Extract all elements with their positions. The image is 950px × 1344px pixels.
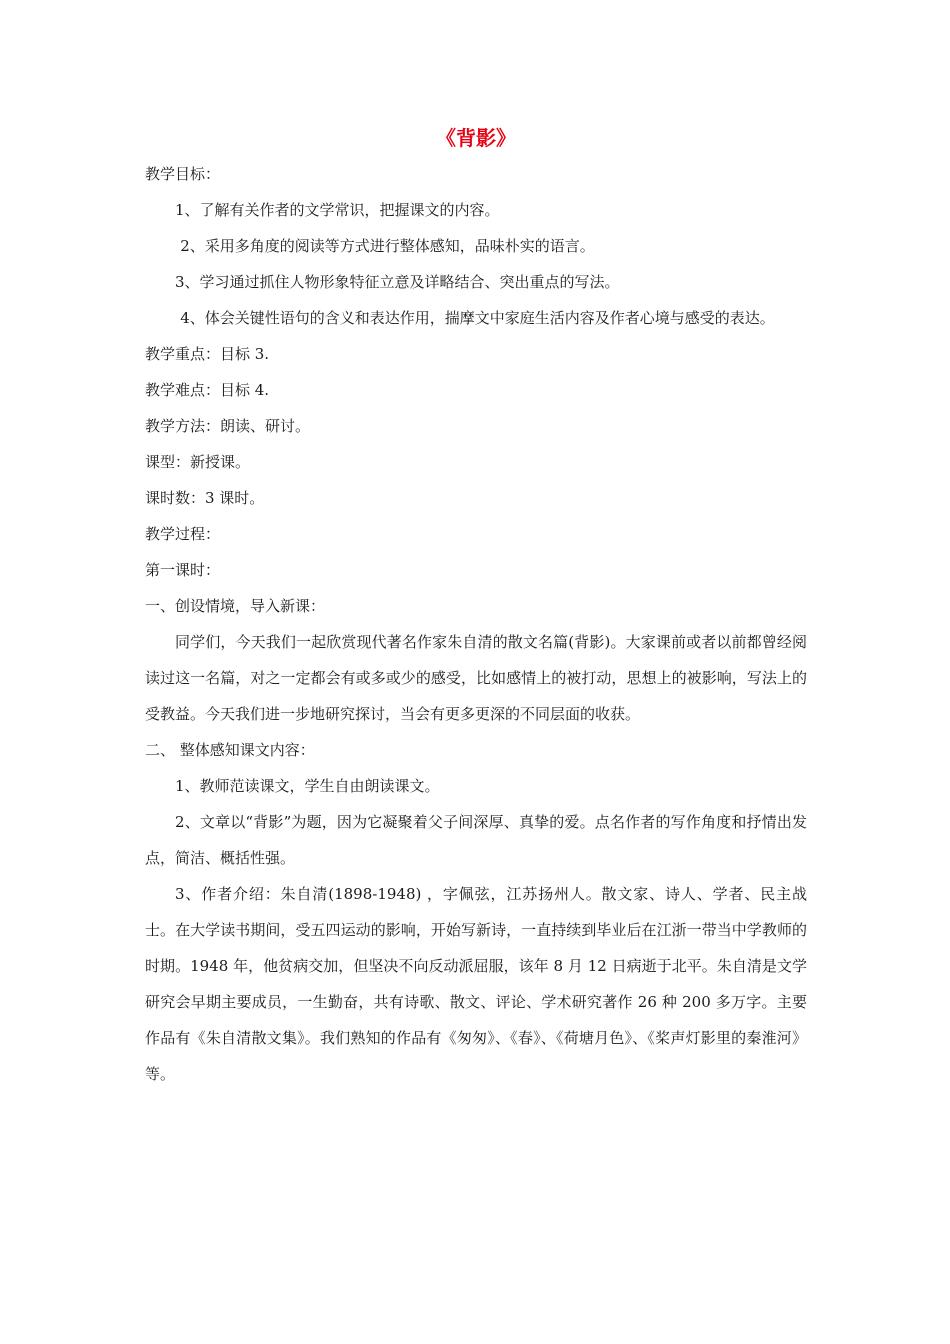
- first-lesson-label: 第一课时：: [145, 561, 221, 579]
- lesson-type: 课型：新授课。: [145, 453, 251, 471]
- objective-4: 4、体会关键性语句的含义和表达作用，揣摩文中家庭生活内容及作者心境与感受的表达。: [180, 309, 775, 327]
- document-title: 《背影》: [436, 126, 516, 150]
- author-introduction: 3、作者介绍：朱自清(1898-1948) ，字佩弦，江苏扬州人。散文家、诗人、学者、民主战士。在大学读书期间，受五四运动的影响，开始写新诗，一直持续到毕业后在江浙一带当中学教师的时期。1948 年，他贫病交加，但坚决不向反动派屈服，该年 8 月 12 日病逝于北平。朱自清是文学研究会早期主要成员，一生勤奋，共有诗歌、散文、评论、学术研究著作 26 种 200 多万字。主要作品有《朱自清散文集》。我们熟知的作品有《匆匆》、《春》、《荷塘月色》、《桨声灯影里的秦淮河》等。: [145, 885, 807, 1083]
- objective-1: 1、了解有关作者的文学常识，把握课文的内容。: [175, 201, 500, 219]
- objective-2: 2、采用多角度的阅读等方式进行整体感知，品味朴实的语言。: [180, 237, 595, 255]
- key-point: 教学重点：目标 3.: [145, 345, 270, 363]
- lesson-count: 课时数：3 课时。: [145, 489, 265, 507]
- part-two-heading: 二、 整体感知课文内容：: [145, 741, 315, 759]
- difficult-point: 教学难点：目标 4.: [145, 381, 270, 399]
- objective-3: 3、学习通过抓住人物形象特征立意及详略结合、突出重点的写法。: [175, 273, 620, 291]
- document-page: [145, 122, 807, 1092]
- intro-paragraph: 同学们，今天我们一起欣赏现代著名作家朱自清的散文名篇(背影)。大家课前或者以前都曾经阅读过这一名篇，对之一定都会有或多或少的感受，比如感情上的被打动，思想上的被影响，写法上的受教益。今天我们进一步地研究探讨，当会有更多更深的不同层面的收获。: [145, 633, 807, 723]
- step-2: 2、文章以“背影”为题，因为它凝聚着父子间深厚、真挚的爱。点名作者的写作角度和抒情出发点，简洁、概括性强。: [145, 813, 807, 867]
- section-label-objectives: 教学目标：: [145, 165, 221, 183]
- part-one-heading: 一、创设情境，导入新课：: [145, 597, 326, 615]
- step-1: 1、教师范读课文，学生自由朗读课文。: [175, 777, 440, 795]
- section-label-process: 教学过程：: [145, 525, 221, 543]
- teaching-method: 教学方法：朗读、研讨。: [145, 417, 311, 435]
